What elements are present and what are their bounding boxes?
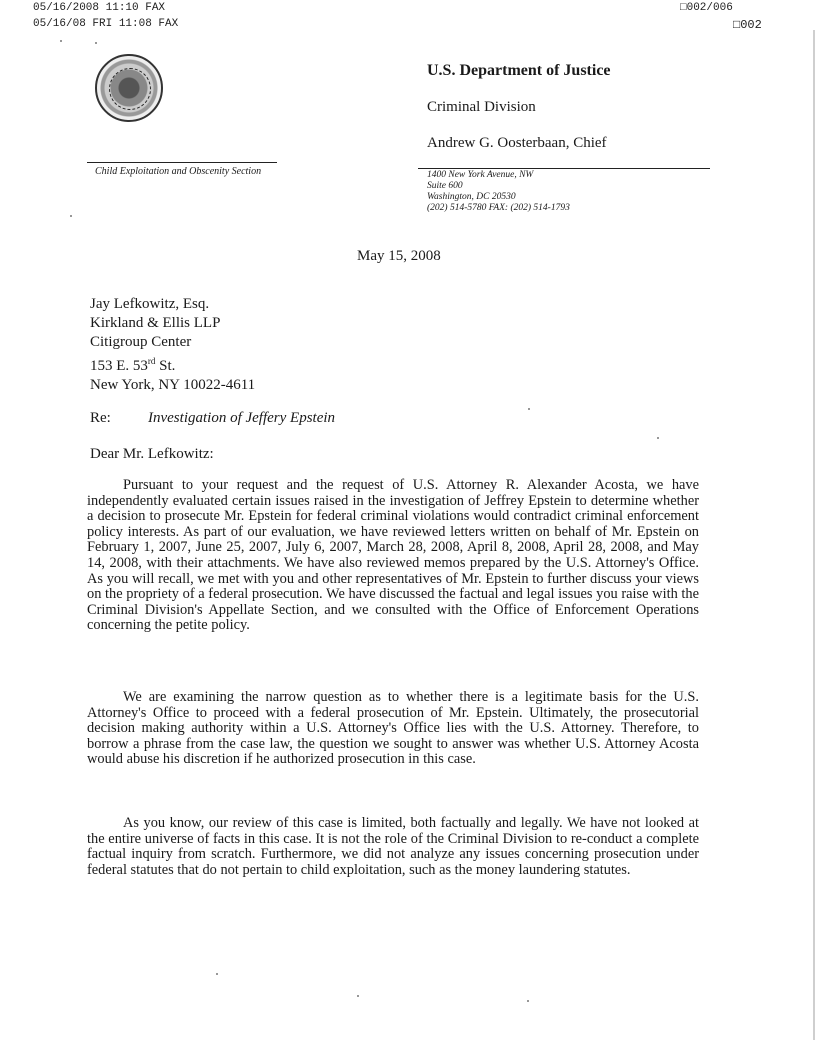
salutation: Dear Mr. Lefkowitz: <box>90 446 214 462</box>
body-paragraph-1: Pursuant to your request and the request of U.S. Attorney R. Alexander Acosta, we have independently evaluated certain issues raised in the investigation of Jeffrey Epstein to determine whether a decision to prosecute Mr. Epstein for federal criminal violations would contradict criminal enforcement policy interests. As part of our evaluation, we have reviewed letters written on behalf of Mr. Epstein on February 1, 2007, June 25, 2007, July 6, 2007, March 28, 2008, April 8, 2008, April 28, 2008, and May 14, 2008, with their attachments. We have also reviewed memos prepared by the U.S. Attorney's Office. As you will recall, we met with you and other representatives of Mr. Epstein to further discuss your views on the propriety of a federal prosecution. We have discussed the factual and legal issues you raise with the Criminal Division's Appellate Section, and we consulted with the Office of Enforcement Operations concerning the petite policy. <box>87 477 699 634</box>
recipient-building: Citigroup Center <box>90 334 192 350</box>
scan-speck <box>216 973 218 975</box>
re-subject: Investigation of Jeffery Epstein <box>148 410 336 426</box>
recipient-address <box>90 295 255 395</box>
scan-speck <box>527 1000 529 1002</box>
department-title: U.S. Department of Justice <box>427 62 611 79</box>
section-name: Child Exploitation and Obscenity Section <box>95 166 262 177</box>
scan-speck <box>357 995 359 997</box>
office-address: 1400 New York Avenue, NW Suite 600 Washington, DC 20530 (202) 514-5780 FAX: (202) 514-1793 <box>427 170 570 213</box>
re-label: Re: <box>90 410 111 426</box>
body-paragraph-2: We are examining the narrow question as to whether there is a legitimate basis for the U.S. Attorney's Office to proceed with a federal prosecution of Mr. Epstein. Ultimately, the prosecutorial decision making authority within a U.S. Attorney's Office lies with the U.S. Attorney. Therefore, to borrow a phrase from the case law, the question we sought to answer was whether U.S. Attorney Acosta would abuse his discretion if he authorized prosecution in this case. <box>87 689 699 768</box>
recipient-street: 153 E. 53rd St. <box>90 356 176 374</box>
division-chief: Andrew G. Oosterbaan, Chief <box>427 135 607 151</box>
fax-page-count: □002/006 <box>680 2 733 14</box>
scan-speck <box>60 40 62 42</box>
scan-speck <box>95 42 97 44</box>
scan-speck <box>528 408 530 410</box>
department-of-justice-seal-icon <box>95 54 163 122</box>
fax-page-number: □002 <box>733 18 762 32</box>
letterhead-rule-left <box>87 162 277 163</box>
fax-icon: □ <box>680 2 687 14</box>
recipient-firm: Kirkland & Ellis LLP <box>90 315 221 331</box>
scan-edge <box>813 30 815 1040</box>
recipient-name: Jay Lefkowitz, Esq. <box>90 296 210 312</box>
fax-header-line2: 05/16/08 FRI 11:08 FAX <box>33 18 179 30</box>
fax-header-line1: 05/16/2008 11:10 FAX <box>33 2 166 14</box>
body-paragraph-3: As you know, our review of this case is limited, both factually and legally. We have not looked at the entire universe of facts in this case. It is not the role of the Criminal Division to re-conduct a complete factual inquiry from scratch. Furthermore, we did not analyze any issues concerning prosecution under federal statutes that do not pertain to child exploitation, such as the money laundering statutes. <box>87 815 699 878</box>
letterhead-rule-right <box>418 168 710 169</box>
division-name: Criminal Division <box>427 99 536 115</box>
letter-date: May 15, 2008 <box>357 248 441 264</box>
scan-speck <box>70 215 72 217</box>
recipient-city: New York, NY 10022-4611 <box>90 377 256 393</box>
fax-icon: □ <box>733 18 741 32</box>
scan-speck <box>657 437 659 439</box>
